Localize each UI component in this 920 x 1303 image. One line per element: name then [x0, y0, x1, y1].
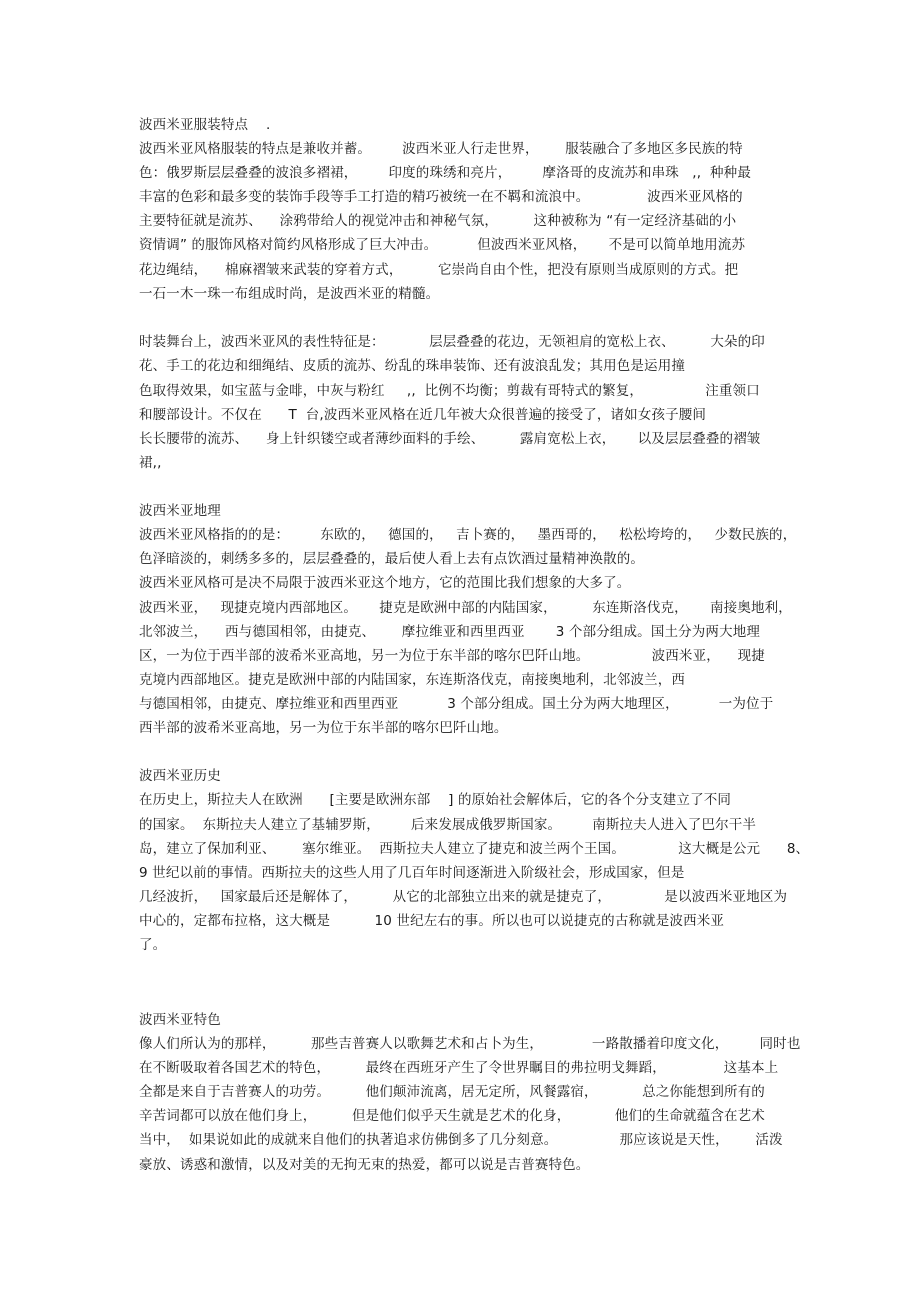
paragraph-line: 与德国相邻，由捷克、摩拉维亚和西里西亚 3 个部分组成。国土分为两大地理区， 一为位于: [139, 696, 774, 712]
section-title: 波西米亚特色: [139, 1012, 221, 1028]
paragraph-line: 9 世纪以前的事情。西斯拉夫的这些人用了几百年时间逐渐进入阶级社会，形成国家，但是: [139, 865, 685, 881]
paragraph-line: 北邻波兰， 西与德国相邻，由捷克、 摩拉维亚和西里西亚 3 个部分组成。国土分为两大地理: [139, 624, 761, 640]
paragraph-line: 的国家。 东斯拉夫人建立了基辅罗斯， 后来发展成俄罗斯国家。 南斯拉夫人进入了巴尔干半: [139, 817, 757, 833]
paragraph-line: 波西米亚风格服装的特点是兼收并蓄。 波西米亚人行走世界， 服装融合了多地区多民族的特: [139, 141, 743, 157]
paragraph-line: 波西米亚， 现捷克境内西部地区。 捷克是欧洲中部的内陆国家， 东连斯洛伐克， 南接奥地利，: [139, 600, 792, 616]
paragraph-line: 色取得效果，如宝蓝与金啡，中灰与粉红 ,, 比例不均衡；剪裁有哥特式的繁复， 注重领口: [139, 383, 760, 399]
paragraph-line: 波西米亚风格指的的是： 东欧的， 德国的， 吉卜赛的， 墨西哥的， 松松垮垮的， 少数民族的，: [139, 527, 797, 543]
paragraph-line: 花边绳结， 棉麻褶皱来武装的穿着方式， 它崇尚自由个性，把没有原则当成原则的方式。把: [139, 262, 739, 278]
paragraph-line: 资情调” 的服饰风格对简约风格形成了巨大冲击。 但波西米亚风格， 不是可以简单地用流苏: [139, 237, 746, 253]
paragraph-line: 在不断吸取着各国艺术的特色， 最终在西班牙产生了令世界瞩目的弗拉明戈舞蹈， 这基本上: [139, 1060, 779, 1076]
paragraph-line: 裙,,: [139, 455, 162, 471]
paragraph-line: 辛苦词都可以放在他们身上， 但是他们似乎天生就是艺术的化身， 他们的生命就蕴含在艺术: [139, 1108, 765, 1124]
paragraph-line: 色泽暗淡的，刺绣多多的，层层叠叠的，最后使人看上去有点饮酒过量精神涣散的。: [139, 551, 645, 567]
paragraph-line: 克境内西部地区。捷克是欧洲中部的内陆国家，东连斯洛伐克，南接奥地利，北邻波兰，西: [139, 672, 685, 688]
paragraph-line: 在历史上，斯拉夫人在欧洲 [主要是欧洲东部 ] 的原始社会解体后，它的各个分支建立了不同: [139, 792, 732, 808]
paragraph-line: 像人们所认为的那样， 那些吉普赛人以歌舞艺术和占卜为生， 一路散播着印度文化， 同时也: [139, 1036, 801, 1052]
paragraph-line: 当中， 如果说如此的成就来自他们的执著追求仿佛倒多了几分刻意。 那应该说是天性， 活泼: [139, 1132, 783, 1148]
paragraph-line: 西半部的波希米亚高地，另一为位于东半部的喀尔巴阡山地。: [139, 720, 508, 736]
paragraph-line: 全都是来自于吉普赛人的功劳。 他们颠沛流离，居无定所，风餐露宿， 总之你能想到所有的: [139, 1084, 765, 1100]
section-title: 波西米亚历史: [139, 768, 221, 784]
paragraph-line: 波西米亚风格可是决不局限于波西米亚这个地方，它的范围比我们想象的大多了。: [139, 575, 631, 591]
paragraph-line: 丰富的色彩和最多变的装饰手段等手工打造的精巧被统一在不羁和流浪中。 波西米亚风格的: [139, 189, 743, 205]
paragraph-line: 中心的，定都布拉格，这大概是 10 世纪左右的事。所以也可以说捷克的古称就是波西米亚: [139, 913, 725, 929]
paragraph-line: 一石一木一珠一布组成时尚，是波西米亚的精髓。: [139, 286, 440, 302]
paragraph-line: 花、手工的花边和细绳结、皮质的流苏、纷乱的珠串装饰、还有波浪乱发；其用色是运用撞: [139, 358, 685, 374]
paragraph-line: 主要特征就是流苏、 涂鸦带给人的视觉冲击和神秘气氛， 这种被称为 “有一定经济基础的小: [139, 213, 737, 229]
section-title: 波西米亚服装特点 .: [139, 117, 271, 133]
paragraph-line: 了。: [139, 937, 167, 953]
section-title: 波西米亚地理: [139, 503, 221, 519]
paragraph-line: 区，一为位于西半部的波希米亚高地，另一为位于东半部的喀尔巴阡山地。 波西米亚， 现捷: [139, 648, 765, 664]
paragraph-line: 长长腰带的流苏、 身上针织镂空或者薄纱面料的手绘、 露肩宽松上衣， 以及层层叠叠的褶皱: [139, 431, 761, 447]
paragraph-line: 时装舞台上，波西米亚风的表性特征是： 层层叠叠的花边，无领袒肩的宽松上衣、 大朵的印: [139, 334, 765, 350]
paragraph-line: 和腰部设计。不仅在 T 台,波西米亚风格在近几年被大众很普遍的接受了，诸如女孩子腰间: [139, 407, 707, 423]
paragraph-line: 豪放、诱惑和激情，以及对美的无拘无束的热爱，都可以说是吉普赛特色。: [139, 1157, 590, 1173]
paragraph-line: 岛，建立了保加利亚、 塞尔维亚。 西斯拉夫人建立了捷克和波兰两个王国。 这大概是公元 8、: [139, 841, 810, 857]
paragraph-line: 色：俄罗斯层层叠叠的波浪多褶裙， 印度的珠绣和亮片， 摩洛哥的皮流苏和串珠 ,, 种种最: [139, 165, 751, 181]
paragraph-line: 几经波折， 国家最后还是解体了， 从它的北部独立出来的就是捷克了， 是以波西米亚地区为: [139, 889, 788, 905]
